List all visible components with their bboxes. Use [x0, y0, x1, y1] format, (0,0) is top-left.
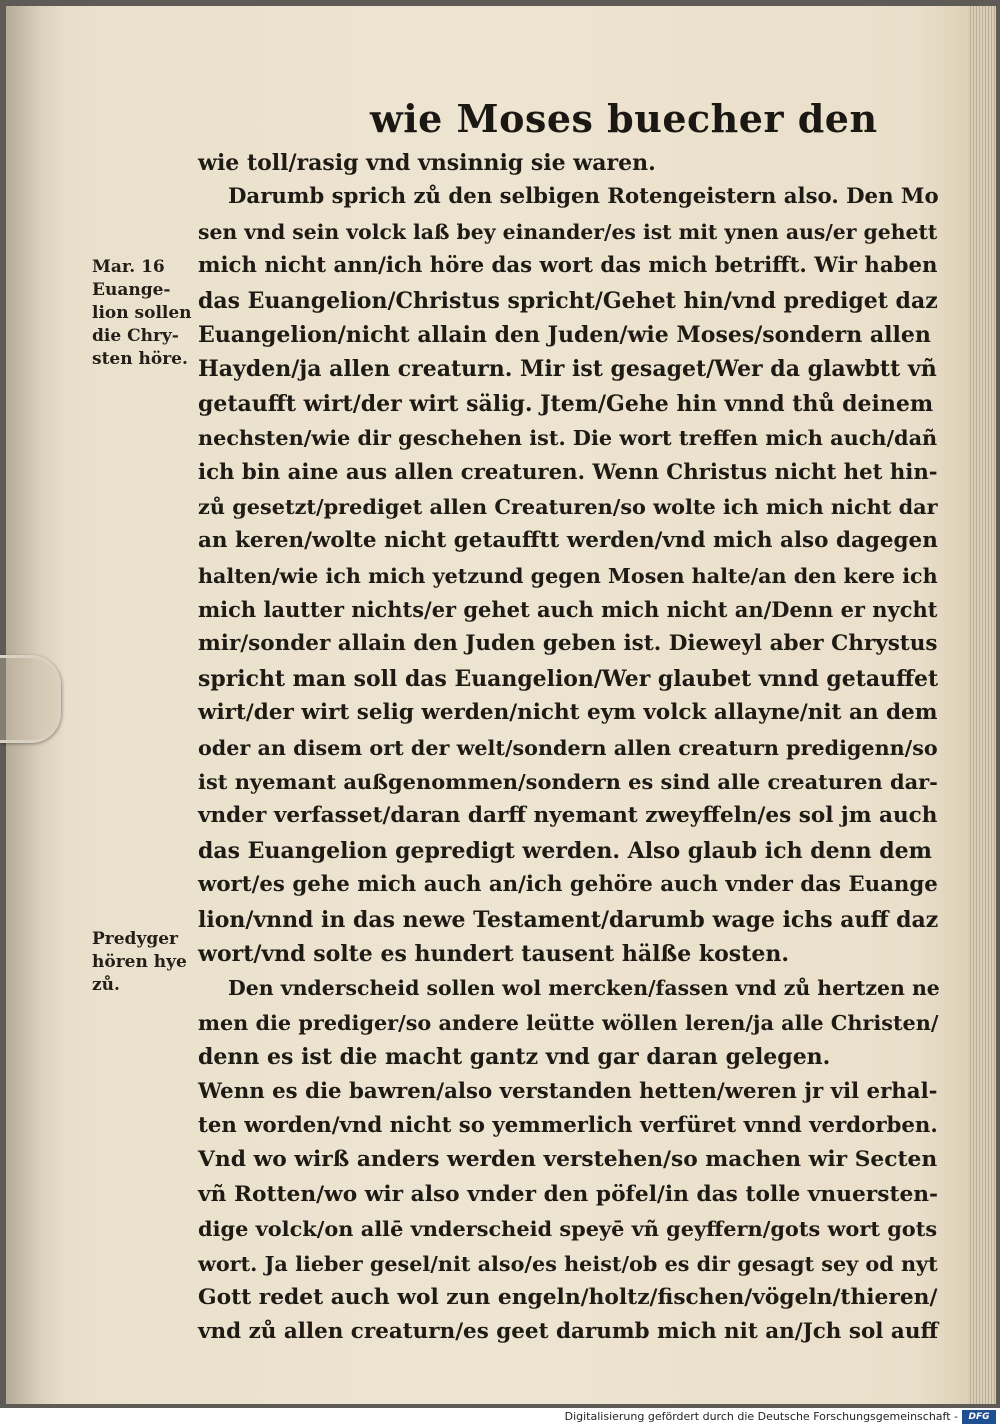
margin-note-line: die Chry- [92, 326, 179, 346]
text-line: Hayden/ja allen creaturn. Mir ist gesaget/Wer da glawbtt vñ [198, 356, 937, 383]
text-line: wort/vnd solte es hundert tausent hälße kosten. [198, 940, 789, 967]
margin-note-line: sten höre. [92, 349, 188, 369]
text-line: wort/es gehe mich auch an/ich gehöre auch vnder das Euange [198, 872, 938, 898]
body-text [198, 146, 938, 1350]
text-line: mich nicht ann/ich höre das wort das mich betrifft. Wir haben [198, 253, 938, 279]
text-line: ist nyemant außgenommen/sondern es sind alle creaturen dar- [198, 769, 938, 795]
page-edges [968, 6, 996, 1404]
text-line: wort. Ja lieber gesel/nit also/es heist/ob es dir gesagt sey od nyt [198, 1251, 938, 1276]
running-head: wie Moses buecher den [370, 96, 878, 141]
text-line: Den vnderscheid sollen wol mercken/fassen vnd zů hertzen ne [228, 976, 940, 1001]
text-line: men die prediger/so andere leütte wöllen leren/ja alle Christen/ [198, 1009, 939, 1035]
text-line: lion/vnnd in das newe Testament/darumb wage ichs auff daz [198, 906, 939, 933]
text-line: wie toll/rasig vnd vnsinnig sie waren. [198, 150, 656, 176]
text-line: getaufft wirt/der wirt sälig. Jtem/Gehe hin vnnd thů deinem [198, 390, 934, 417]
text-line: mich lautter nichts/er gehet auch mich nicht an/Denn er nycht [198, 597, 938, 623]
margin-note-predyger [92, 928, 196, 997]
text-line: das Euangelion/Christus spricht/Gehet hin/vnd prediget daz [198, 287, 938, 314]
text-line: denn es ist die macht gantz vnd gar daran gelegen. [198, 1044, 831, 1071]
text-line: zů gesetzt/prediget allen Creaturen/so wolte ich mich nicht dar [198, 493, 938, 519]
text-line: Vnd wo wirß anders werden verstehen/so machen wir Secten [198, 1147, 938, 1173]
text-line: vñ Rotten/wo wir also vnder den pöfel/in das tolle vnuersten- [198, 1181, 939, 1207]
funding-credit: Digitalisierung gefördert durch die Deutsche Forschungsgemeinschaft - [564, 1410, 958, 1423]
text-line: ten worden/vnd nicht so yemmerlich verfüret vnnd verdorben. [198, 1112, 938, 1138]
margin-note-line: Predyger [92, 929, 178, 949]
page-clip [0, 655, 61, 743]
text-line: dige volck/on allē vnderscheid speyē vñ geyffern/gots wort gots [198, 1216, 938, 1242]
footer-bar [0, 1408, 1000, 1427]
margin-note-mar16 [92, 256, 196, 371]
text-line: nechsten/wie dir geschehen ist. Die wort treffen mich auch/dañ [198, 425, 938, 451]
margin-note-line: zů. [92, 975, 120, 995]
text-line: sen vnd sein volck laß bey einander/es ist mit ynen aus/er gehett [198, 219, 938, 244]
text-line: oder an disem ort der welt/sondern allen creaturn predigenn/so [198, 735, 938, 760]
text-line: mir/sonder allain den Juden geben ist. Dieweyl aber Chrystus [198, 631, 938, 657]
text-line: das Euangelion gepredigt werden. Also glaub ich denn dem [198, 837, 932, 864]
text-line: Euangelion/nicht allain den Juden/wie Moses/sondern allen [198, 321, 931, 348]
text-line: Darumb sprich zů den selbigen Rotengeistern also. Den Mo [228, 184, 939, 210]
text-line: vnd zů allen creaturn/es geet darumb mich nit an/Jch sol auff [198, 1319, 939, 1345]
margin-note-line: Euange- [92, 280, 171, 300]
dfg-logo: DFG [962, 1410, 996, 1424]
text-line: Wenn es die bawren/also verstanden hetten/weren jr vil erhal- [198, 1078, 938, 1104]
text-line: Gott redet auch wol zun engeln/holtz/fischen/vögeln/thieren/ [198, 1284, 938, 1310]
text-line: ich bin aine aus allen creaturen. Wenn Christus nicht het hin- [198, 459, 938, 485]
margin-note-line: Mar. 16 [92, 257, 165, 277]
text-line: vnder verfasset/daran darff nyemant zweyffeln/es sol jm auch [198, 803, 938, 829]
text-line: wirt/der wirt selig werden/nicht eym volck allayne/nit an dem [198, 700, 938, 726]
text-line: halten/wie ich mich yetzund gegen Mosen halte/an den kere ich [198, 563, 938, 588]
text-line: spricht man soll das Euangelion/Wer glaubet vnnd getauffet [198, 665, 939, 692]
margin-note-line: hören hye [92, 952, 187, 972]
text-line: an keren/wolte nicht getaufftt werden/vnd mich also dagegen [198, 528, 938, 554]
margin-note-line: lion sollen [92, 303, 192, 323]
